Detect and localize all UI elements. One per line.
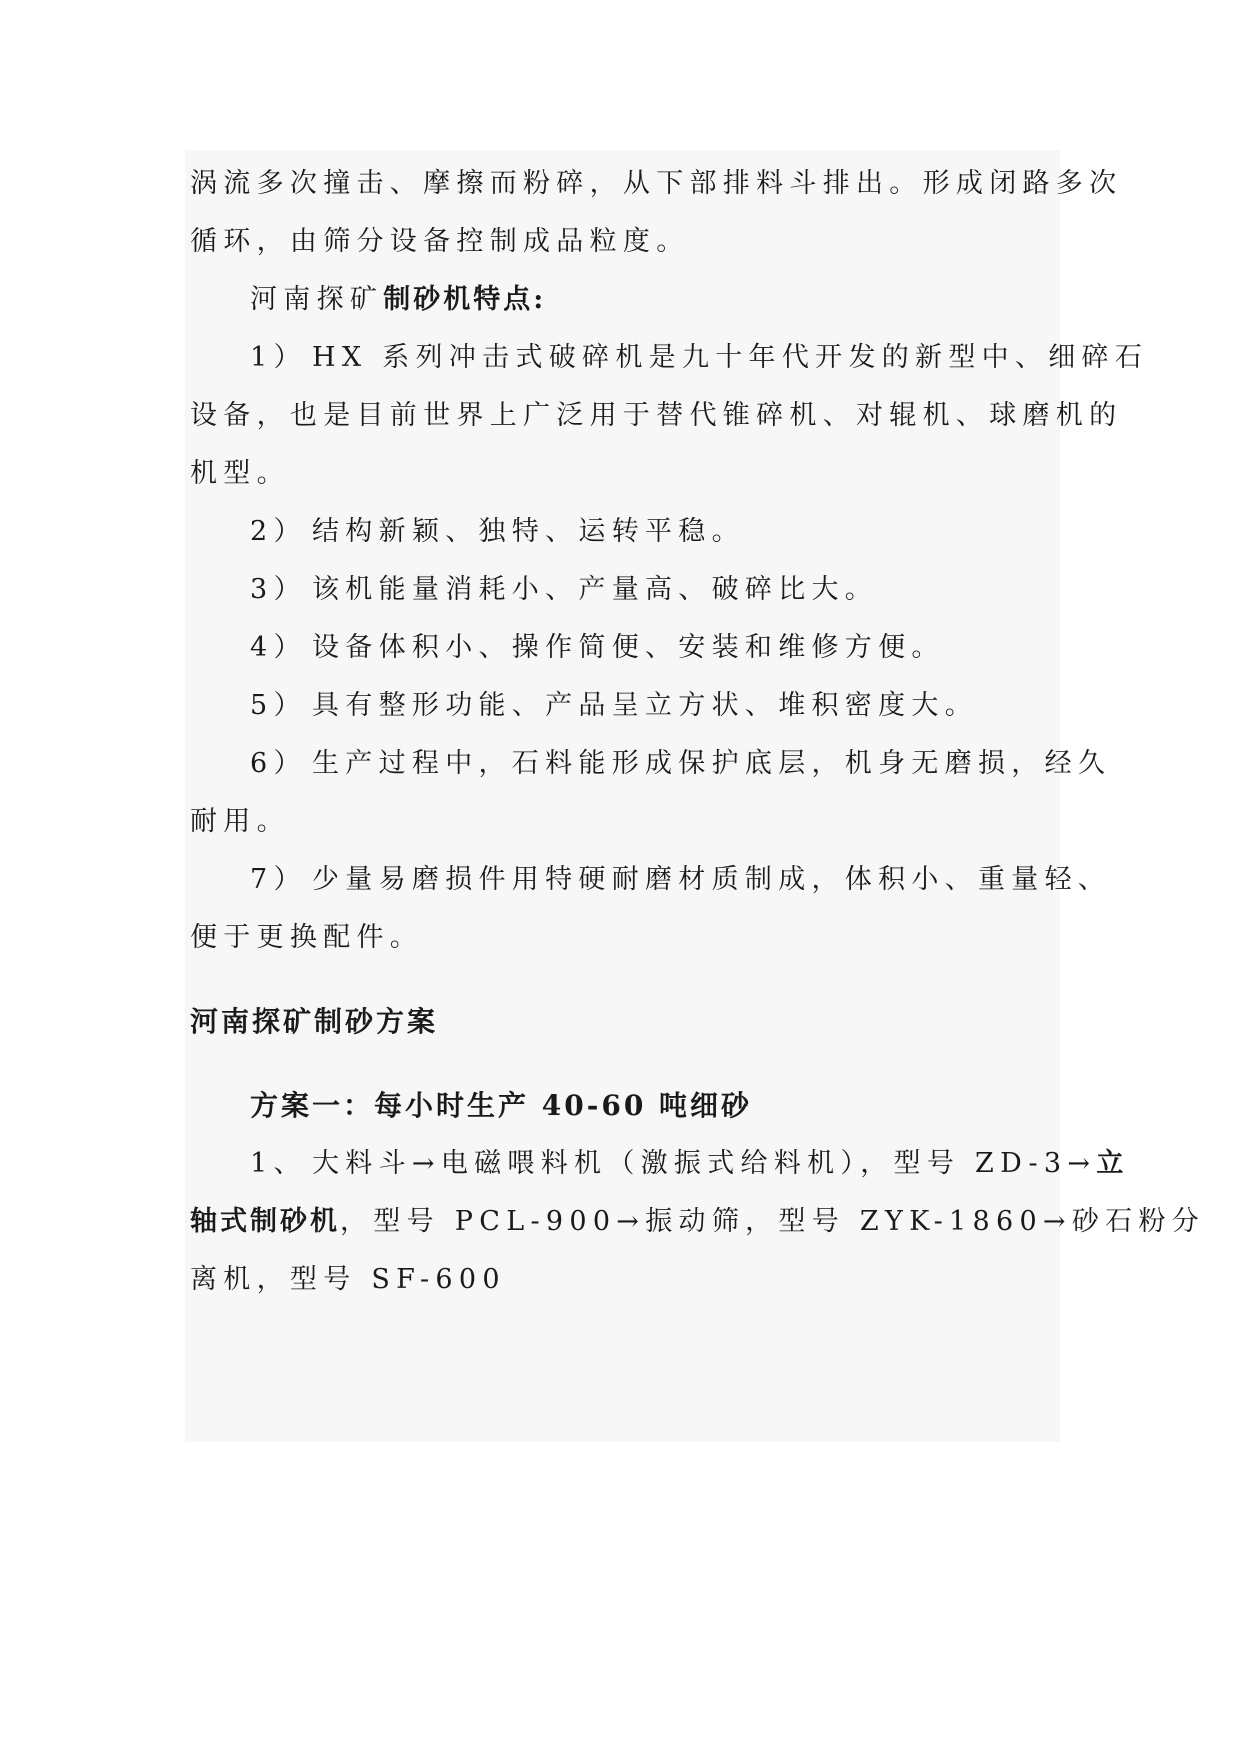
feature-6-text: 生产过程中，石料能形成保护底层，机身无磨损，经久 [312, 748, 1112, 779]
feature-6-line-1 [250, 746, 1112, 782]
feature-1-line-2: 设备，也是目前世界上广泛用于替代锥碎机、对辊机、球磨机的 [190, 400, 1123, 431]
features-heading-normal: 河南探矿 [250, 284, 384, 315]
feature-6-number: 6） [250, 748, 307, 779]
feature-7-line-1 [250, 862, 1112, 898]
feature-7-line-2: 便于更换配件。 [190, 922, 424, 953]
plan-item-line-2-text: ，型号 PCL-900→振动筛，型号 ZYK-1860→砂石粉分 [340, 1206, 1206, 1237]
feature-3-number: 3） [250, 574, 307, 605]
features-heading-bold: 制砂机特点: [383, 284, 547, 315]
feature-7-number: 7） [250, 864, 307, 895]
feature-3-text: 该机能量消耗小、产量高、破碎比大。 [312, 574, 879, 605]
feature-2 [250, 514, 1055, 550]
plan-item-line-1 [250, 1146, 1127, 1182]
feature-4 [250, 630, 1055, 666]
plan-item-line-3: 离机，型号 SF-600 [190, 1264, 506, 1295]
feature-2-text: 结构新颖、独特、运转平稳。 [312, 516, 745, 547]
feature-5-text: 具有整形功能、产品呈立方状、堆积密度大。 [312, 690, 978, 721]
plan-item-line-1-bold: 立 [1096, 1148, 1127, 1179]
plan-item-line-2 [190, 1204, 1206, 1240]
intro-line-2: 循环，由筛分设备控制成品粒度。 [190, 226, 690, 257]
plan-title: 方案一：每小时生产 40-60 吨细砂 [250, 1089, 753, 1122]
feature-4-text: 设备体积小、操作简便、安装和维修方便。 [312, 632, 945, 663]
feature-1-line-3: 机型。 [190, 458, 290, 489]
plan-item-number: 1、 [250, 1148, 307, 1179]
features-heading [250, 282, 1055, 318]
feature-4-number: 4） [250, 632, 307, 663]
feature-5 [250, 688, 1055, 724]
feature-6-line-2: 耐用。 [190, 806, 290, 837]
feature-2-number: 2） [250, 516, 307, 547]
feature-1-text: HX 系列冲击式破碎机是九十年代开发的新型中、细碎石 [312, 342, 1149, 373]
intro-line-1: 涡流多次撞击、摩擦而粉碎，从下部排料斗排出。形成闭路多次 [190, 168, 1123, 199]
feature-5-number: 5） [250, 690, 307, 721]
feature-1-number: 1） [250, 342, 307, 373]
feature-3 [250, 572, 1055, 608]
plan-item-line-1-text: 大料斗→电磁喂料机（激振式给料机），型号 ZD-3→ [312, 1148, 1097, 1179]
section-title: 河南探矿制砂方案 [190, 1005, 439, 1038]
plan-item-line-2-bold: 轴式制砂机 [190, 1206, 340, 1237]
feature-1-line-1 [250, 340, 1149, 376]
feature-7-text: 少量易磨损件用特硬耐磨材质制成，体积小、重量轻、 [312, 864, 1112, 895]
